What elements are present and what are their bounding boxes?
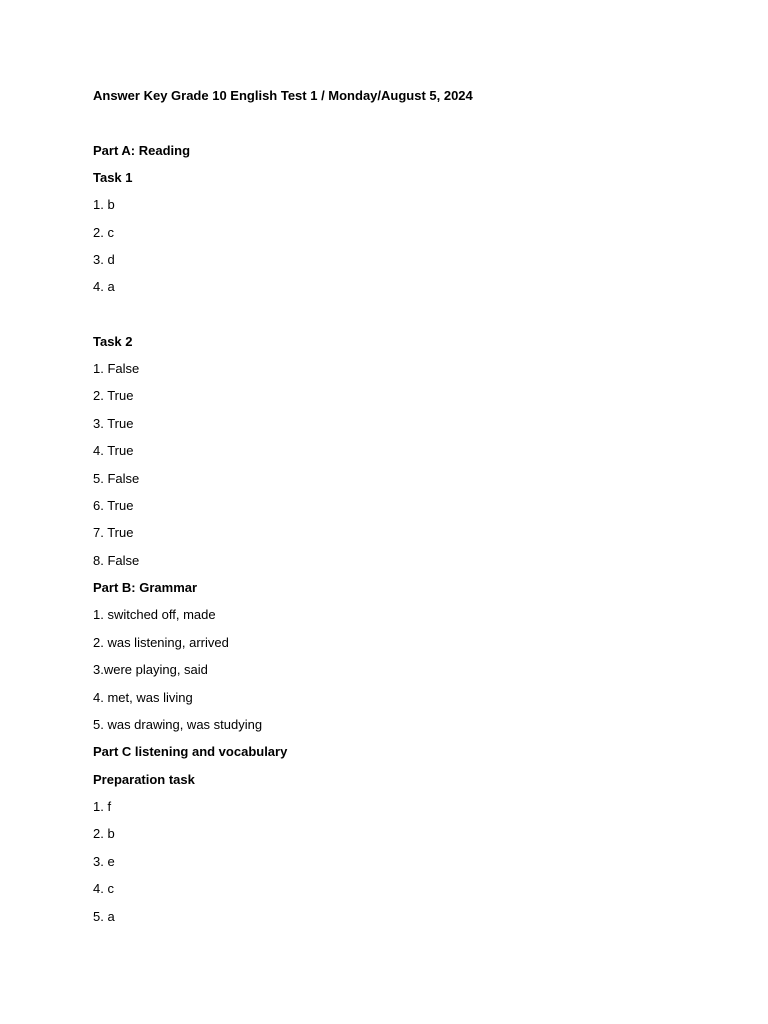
task-2-answer: 1. False <box>93 361 140 376</box>
preparation-answer: 5. a <box>93 909 115 924</box>
part-a-heading: Part A: Reading <box>93 143 191 158</box>
task-2-answer: 8. False <box>93 553 140 568</box>
preparation-answer: 4. c <box>93 881 114 896</box>
task-1-answer: 3. d <box>93 252 115 267</box>
part-b-heading: Part B: Grammar <box>93 580 198 595</box>
preparation-answer: 1. f <box>93 799 112 814</box>
part-c-heading: Part C listening and vocabulary <box>93 744 288 759</box>
task-2-answer: 3. True <box>93 416 134 431</box>
document-title: Answer Key Grade 10 English Test 1 / Monday/August 5, 2024 <box>93 88 473 103</box>
task-1-answer: 1. b <box>93 197 115 212</box>
task-1-answer: 2. c <box>93 225 114 240</box>
task-2-answer: 7. True <box>93 525 134 540</box>
grammar-answer: 4. met, was living <box>93 690 193 705</box>
grammar-answer: 1. switched off, made <box>93 607 216 622</box>
preparation-task-heading: Preparation task <box>93 772 195 787</box>
preparation-answer: 2. b <box>93 826 115 841</box>
grammar-answer: 3.were playing, said <box>93 662 208 677</box>
preparation-answer: 3. e <box>93 854 115 869</box>
task-2-answer: 6. True <box>93 498 134 513</box>
task-1-answer: 4. a <box>93 279 115 294</box>
grammar-answer: 5. was drawing, was studying <box>93 717 263 732</box>
grammar-answer: 2. was listening, arrived <box>93 635 229 650</box>
task-1-heading: Task 1 <box>93 170 133 185</box>
task-2-heading: Task 2 <box>93 334 133 349</box>
task-2-answer: 4. True <box>93 443 134 458</box>
task-2-answer: 2. True <box>93 388 134 403</box>
task-2-answer: 5. False <box>93 471 140 486</box>
